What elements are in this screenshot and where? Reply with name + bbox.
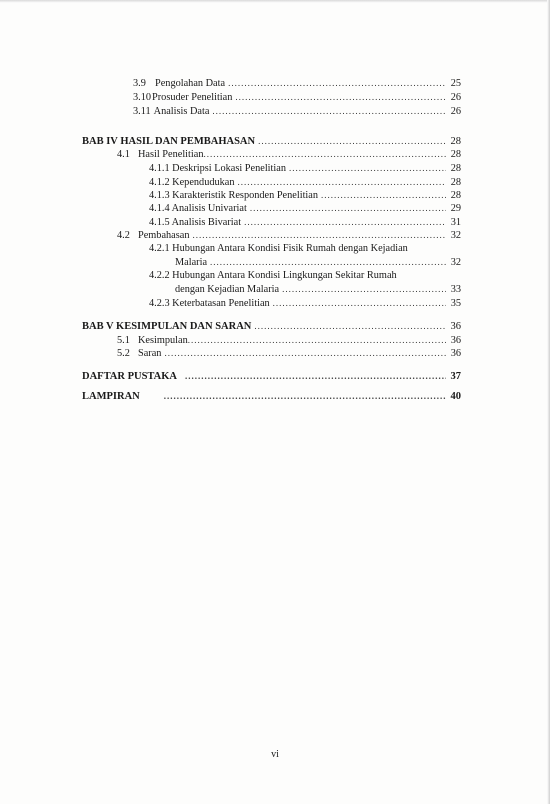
- toc-entry-page: 28: [450, 149, 461, 160]
- toc-entry-number: 3.10: [133, 92, 152, 103]
- toc-entry-title: Pengolahan Data: [155, 78, 226, 89]
- toc-entry-page: 36: [450, 348, 461, 359]
- toc-entry-4-1-3[interactable]: [149, 189, 461, 202]
- toc-entry-3-11[interactable]: [133, 105, 461, 118]
- toc-entry-title: Hasil Penelitian: [138, 149, 204, 160]
- toc-entry-4-1-4[interactable]: [149, 202, 461, 215]
- toc-leader-dots: [244, 216, 446, 228]
- toc-entry-page: 28: [450, 136, 461, 147]
- toc-entry-4-2-2-continuation[interactable]: [175, 283, 461, 296]
- toc-leader-dots: [164, 347, 446, 359]
- toc-entry-title: 4.1.5 Analisis Bivariat: [149, 217, 242, 228]
- toc-entry-page: 33: [450, 284, 461, 295]
- toc-leader-dots: [192, 229, 446, 241]
- toc-entry-page: 32: [450, 257, 461, 268]
- toc-entry-page: 36: [450, 321, 461, 332]
- toc-leader-dots: [204, 148, 447, 160]
- toc-entry-4-2[interactable]: [117, 229, 461, 242]
- toc-chapter-title: BAB IV HASIL DAN PEMBAHASAN: [82, 136, 256, 147]
- toc-entry-page: 32: [450, 230, 461, 241]
- toc-entry-page: 28: [450, 190, 461, 201]
- toc-entry-3-9[interactable]: [133, 77, 461, 90]
- page-number: vi: [271, 749, 279, 760]
- toc-entry-page: 37: [450, 371, 461, 382]
- toc-entry-title: 4.2.2 Hubungan Antara Kondisi Lingkungan Sekitar Rumah: [149, 270, 397, 281]
- page-top-edge: [0, 0, 550, 3]
- toc-leader-dots: [321, 189, 446, 201]
- toc-chapter-title: DAFTAR PUSTAKA: [82, 371, 177, 382]
- toc-leader-dots: [254, 320, 446, 332]
- toc-entry-title: 4.1.4 Analisis Univariat: [149, 203, 247, 214]
- toc-entry-4-2-2-title[interactable]: [149, 270, 397, 282]
- toc-entry-page: 26: [450, 92, 461, 103]
- toc-leader-dots: [235, 91, 446, 103]
- toc-entry-4-2-1-continuation[interactable]: [175, 256, 461, 269]
- toc-entry-page: 36: [450, 335, 461, 346]
- toc-entry-title: 4.1.2 Kependudukan: [149, 177, 235, 188]
- toc-entry-number: 4.1: [117, 149, 130, 160]
- toc-leader-dots: [273, 297, 446, 309]
- toc-leader-dots: [250, 202, 446, 214]
- toc-leader-dots: [188, 334, 446, 346]
- toc-entry-page: 28: [450, 163, 461, 174]
- toc-entry-4-1-2[interactable]: [149, 176, 461, 189]
- toc-entry-title: Saran: [138, 348, 162, 359]
- toc-entry-title-continuation: Malaria: [175, 257, 208, 268]
- toc-leader-dots: [185, 370, 446, 382]
- toc-entry-4-1[interactable]: [117, 148, 461, 161]
- toc-entry-5-2[interactable]: [117, 347, 461, 360]
- toc-entry-page: 31: [450, 217, 461, 228]
- toc-entry-title-continuation: dengan Kejadian Malaria: [175, 284, 280, 295]
- toc-leader-dots: [238, 176, 446, 188]
- toc-chapter-lampiran[interactable]: [82, 390, 461, 403]
- toc-chapter-daftar-pustaka[interactable]: [82, 370, 461, 383]
- toc-chapter-bab-v[interactable]: [82, 320, 461, 333]
- toc-entry-number: 3.9: [133, 78, 146, 89]
- toc-entry-title: 4.2.3 Keterbatasan Penelitian: [149, 298, 270, 309]
- toc-entry-number: 5.2: [117, 348, 130, 359]
- toc-entry-title: Prosuder Penelitian: [152, 92, 233, 103]
- toc-entry-page: 35: [450, 298, 461, 309]
- toc-entry-4-2-1-title[interactable]: [149, 243, 408, 255]
- toc-entry-4-1-5[interactable]: [149, 216, 461, 229]
- toc-entry-3-10[interactable]: [133, 91, 461, 104]
- toc-entry-title: Kesimpulan: [138, 335, 188, 346]
- toc-entry-title: 4.2.1 Hubungan Antara Kondisi Fisik Rumah dengan Kejadian: [149, 243, 408, 254]
- toc-entry-page: 40: [450, 391, 461, 402]
- toc-entry-number: 5.1: [117, 335, 130, 346]
- toc-leader-dots: [210, 256, 446, 268]
- toc-entry-page: 28: [450, 177, 461, 188]
- toc-entry-page: 29: [450, 203, 461, 214]
- toc-chapter-title: BAB V KESIMPULAN DAN SARAN: [82, 321, 252, 332]
- toc-entry-page: 25: [450, 78, 461, 89]
- toc-leader-dots: [258, 135, 446, 147]
- toc-leader-dots: [212, 105, 446, 117]
- toc-chapter-title: LAMPIRAN: [82, 391, 140, 402]
- toc-chapter-bab-iv[interactable]: [82, 135, 461, 148]
- toc-entry-title: 4.1.1 Deskripsi Lokasi Penelitian: [149, 163, 286, 174]
- toc-leader-dots: [164, 390, 446, 402]
- toc-entry-title: 4.1.3 Karakteristik Responden Penelitian: [149, 190, 319, 201]
- toc-entry-number: 4.2: [117, 230, 130, 241]
- toc-entry-page: 26: [450, 106, 461, 117]
- toc-leader-dots: [289, 162, 446, 174]
- toc-entry-4-2-3[interactable]: [149, 297, 461, 310]
- toc-entry-title: Pembahasan: [138, 230, 190, 241]
- toc-entry-4-1-1[interactable]: [149, 162, 461, 175]
- toc-leader-dots: [228, 77, 446, 89]
- toc-entry-number: 3.11: [133, 106, 151, 117]
- toc-leader-dots: [282, 283, 446, 295]
- toc-entry-5-1[interactable]: [117, 334, 461, 347]
- toc-entry-title: Analisis Data: [153, 106, 210, 117]
